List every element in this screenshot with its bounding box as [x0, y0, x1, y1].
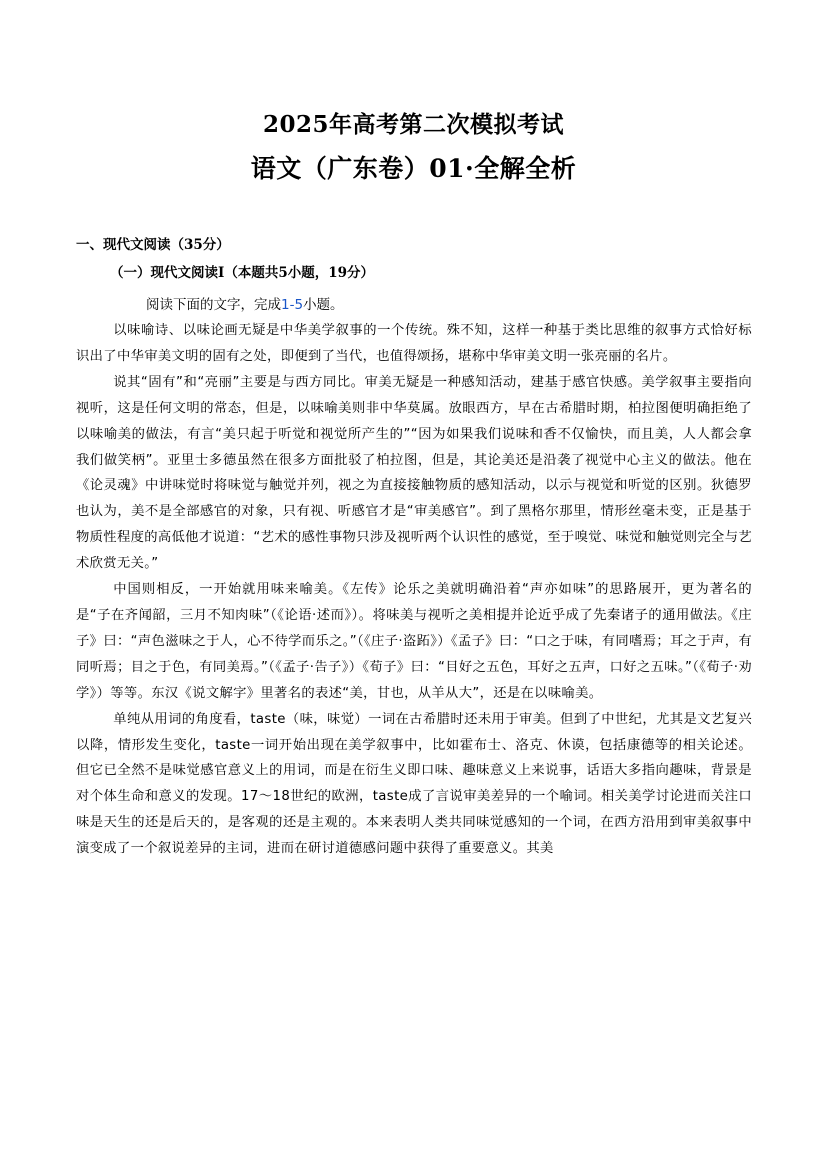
- subsection-heading: （一）现代文阅读Ⅰ（本题共5小题，19分）: [110, 265, 374, 281]
- section-heading: 一、现代文阅读（35分）: [76, 237, 230, 253]
- instruction-text-after: 小题。: [303, 297, 344, 313]
- exam-subtitle: 语文（广东卷）01·全解全析: [250, 154, 577, 183]
- instruction-text-before: 阅读下面的文字，完成: [146, 297, 281, 313]
- passage-paragraph-3: 中国则相反，一开始就用味来喻美。《左传》论乐之美就明确沿着“声亦如味”的思路展开，更为著名的是“子在齐闻韶，三月不知肉味”（《论语·述而》）。将味美与视听之美相提并论近乎成了先秦诸子的通用做法。《庄子》曰：“声色滋味之于人，心不待学而乐之。”（《庄子·盗跖》）《孟子》曰：“口之于味，有同嗜焉；耳之于声，有同听焉；目之于色，有同美焉。”（《孟子·告子》）《荀子》曰：“目好之五色，耳好之五声，口好之五味。”（《荀子·劝学》）等等。东汉《说文解字》里著名的表述“美，甘也，从羊从大”，还是在以味喻美。: [76, 582, 752, 701]
- passage-paragraph-1: 以味喻诗、以味论画无疑是中华美学叙事的一个传统。殊不知，这样一种基于类比思维的叙事方式恰好标识出了中华审美文明的固有之处，即便到了当代，也值得颂扬，堪称中华审美文明一张亮丽的名片。: [76, 323, 752, 364]
- reading-instruction: [146, 293, 344, 313]
- passage-paragraph-4: 单纯从用词的角度看，taste（味，味觉）一词在古希腊时还未用于审美。但到了中世纪，尤其是文艺复兴以降，情形发生变化，taste一词开始出现在美学叙事中，比如霍布士、洛克、休谟，包括康德等的相关论述。但它已全然不是味觉感官意义上的用词，而是在衍生义即口味、趣味意义上来说事，话语大多指向趣味，背景是对个体生命和意义的发现。17～18世纪的欧洲，taste成了言说审美差异的一个喻词。相关美学讨论进而关注口味是天生的还是后天的，是客观的还是主观的。本来表明人类共同味觉感知的一个词，在西方沿用到审美叙事中演变成了一个叙说差异的主词，进而在研讨道德感问题中获得了重要意义。其美: [76, 711, 752, 857]
- reading-passage: [76, 318, 752, 862]
- question-range: 1-5: [281, 297, 304, 313]
- exam-title: 2025年高考第二次模拟考试: [262, 111, 564, 138]
- passage-paragraph-2: 说其“固有”和“亮丽”主要是与西方同比。审美无疑是一种感知活动，建基于感官快感。美学叙事主要指向视听，这是任何文明的常态，但是，以味喻美则非中华莫属。放眼西方，早在古希腊时期，柏拉图便明确拒绝了以味喻美的做法，有言“美只起于听觉和视觉所产生的”“因为如果我们说味和香不仅愉快，而且美，人人都会拿我们做笑柄”。亚里士多德虽然在很多方面批驳了柏拉图，但是，其论美还是沿袭了视觉中心主义的做法。他在《论灵魂》中讲味觉时将味觉与触觉并列，视之为直接接触物质的感知活动，以示与视觉和听觉的区别。狄德罗也认为，美不是全部感官的对象，只有视、听感官才是“审美感官”。到了黑格尔那里，情形丝毫未变，正是基于物质性程度的高低他才说道：“艺术的感性事物只涉及视听两个认识性的感觉，至于嗅觉、味觉和触觉则完全与艺术欣赏无关。”: [76, 374, 752, 572]
